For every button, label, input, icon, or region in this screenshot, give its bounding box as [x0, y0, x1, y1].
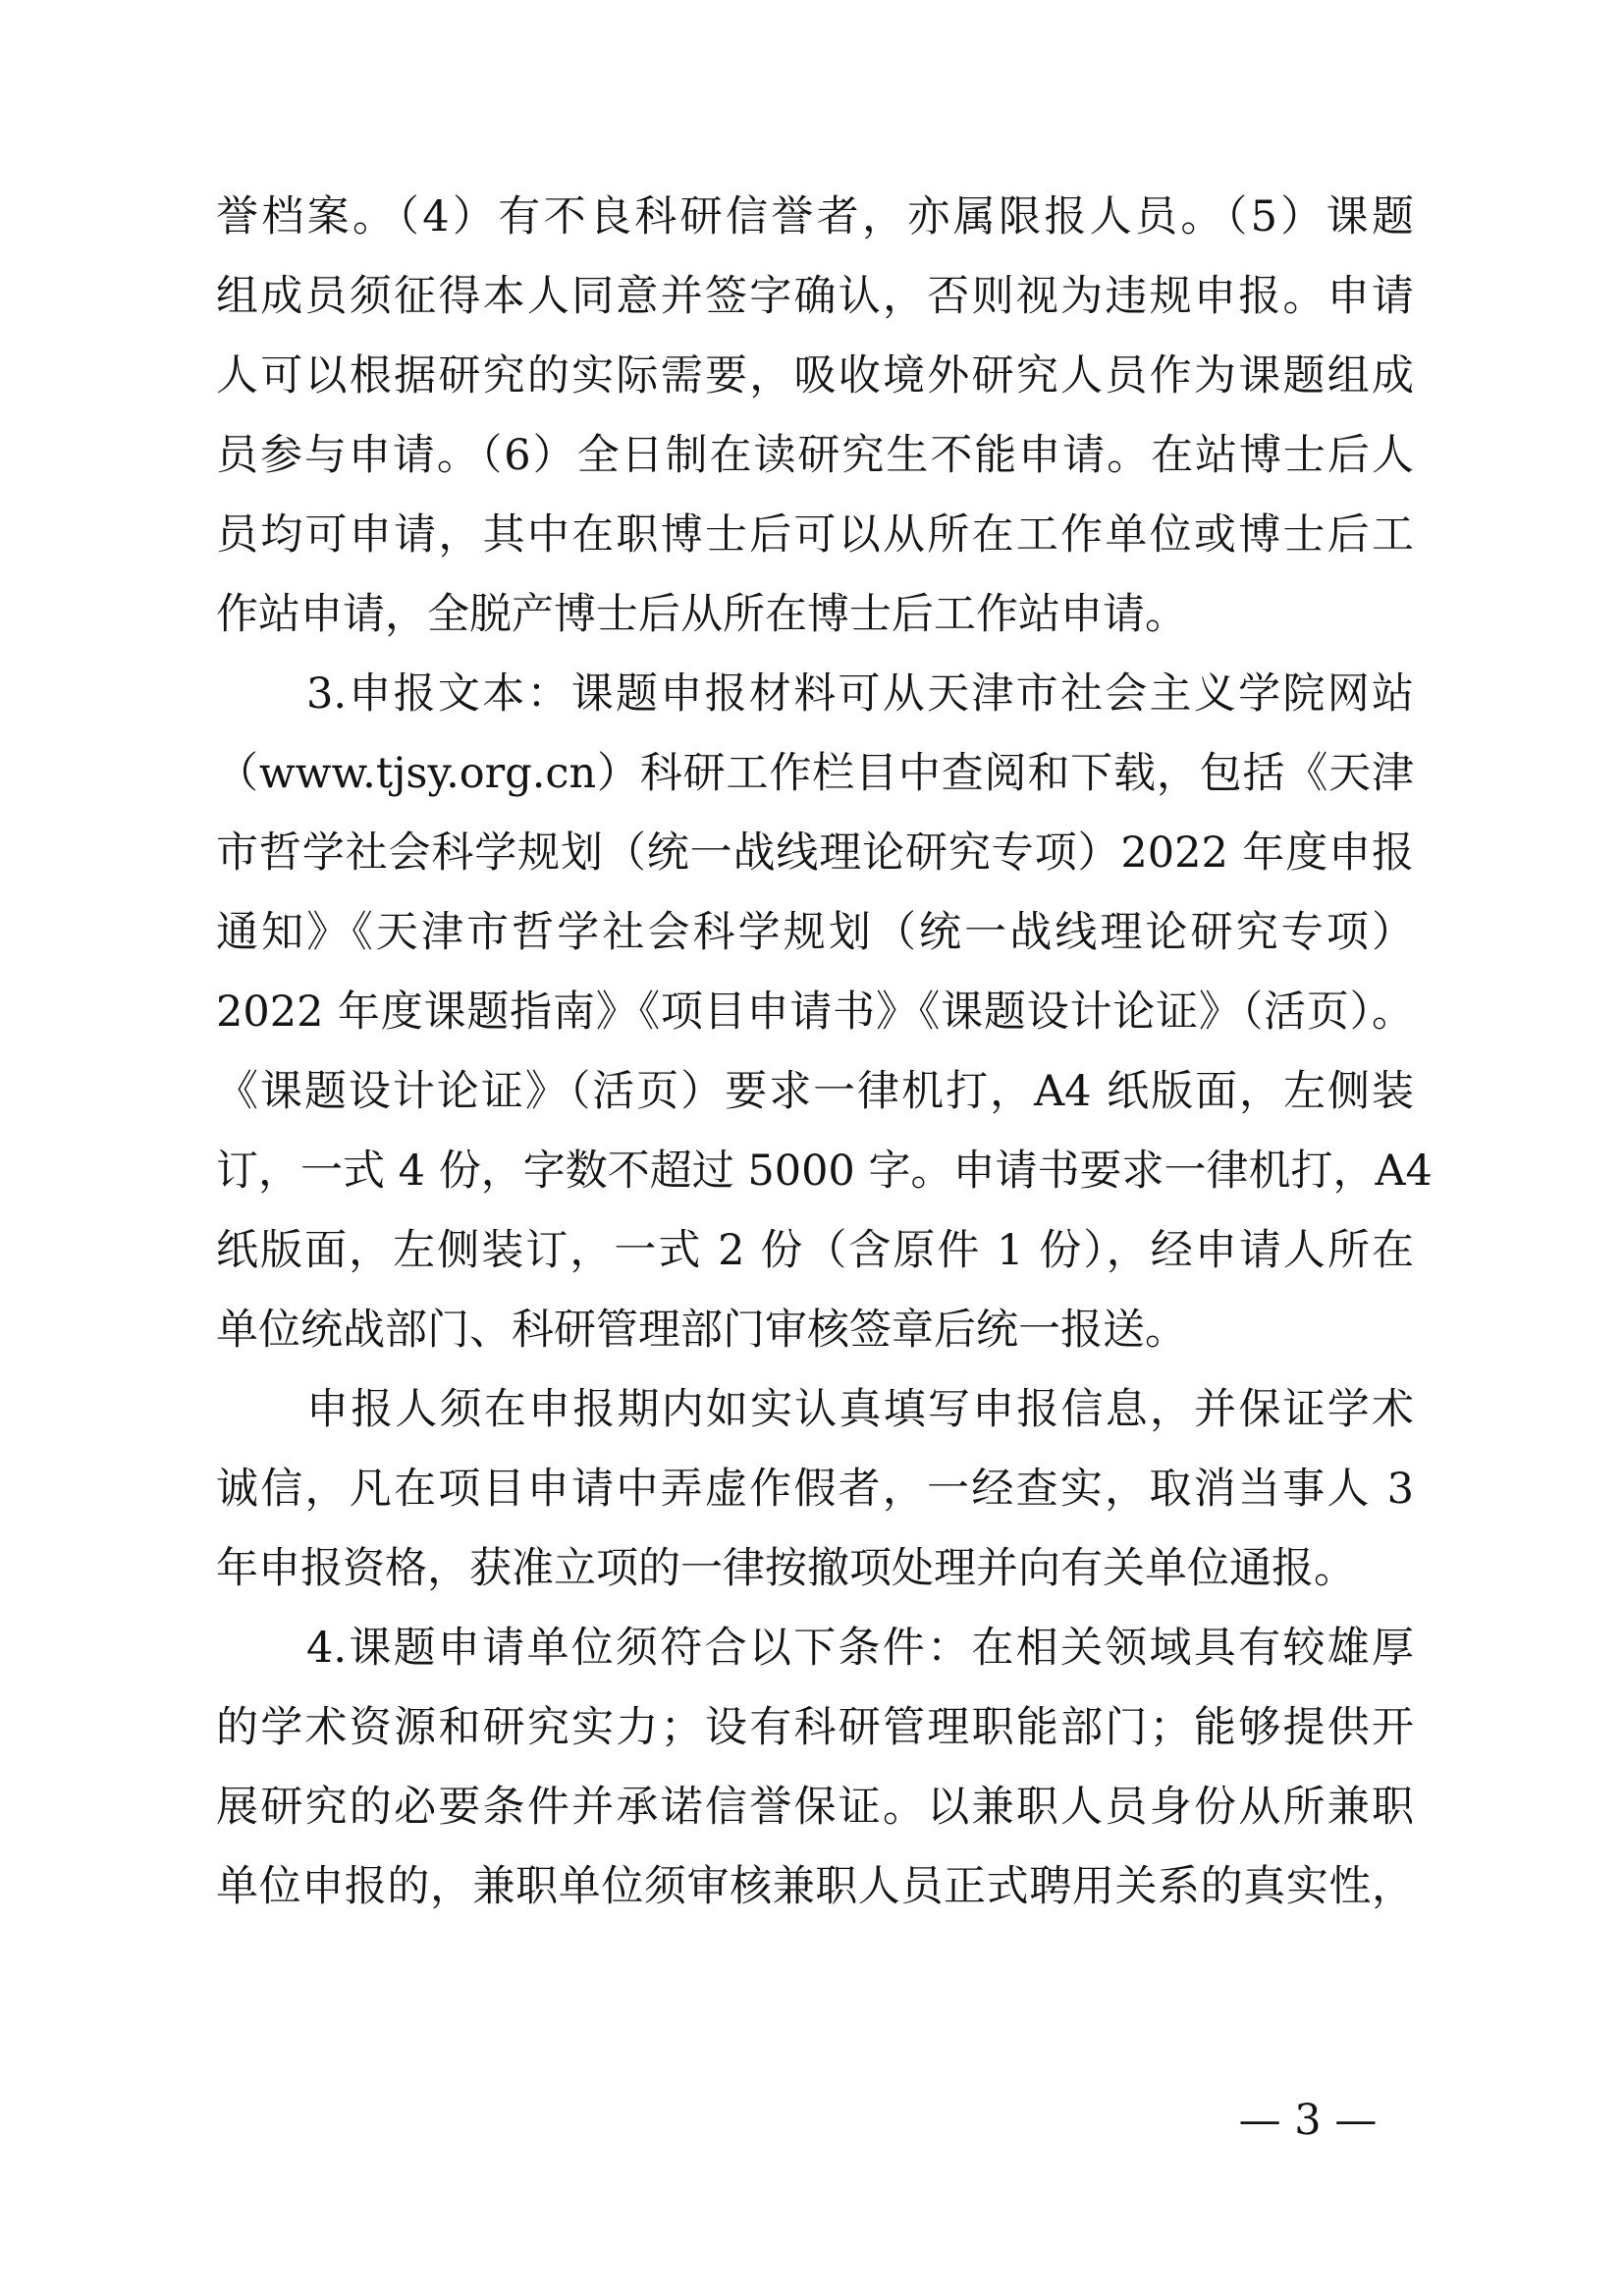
text-line: 3.申报文本：课题申报材料可从天津市社会主义学院网站	[306, 669, 1414, 719]
text-line: 誉档案。（4）有不良科研信誉者，亦属限报人员。（5）课题	[216, 192, 1414, 241]
text-line: 作站申请，全脱产博士后从所在博士后工作站申请。	[216, 590, 1187, 639]
text-line: 2022 年度课题指南》《项目申请书》《课题设计论证》（活页）。	[216, 988, 1414, 1037]
text-line: 人可以根据研究的实际需要，吸收境外研究人员作为课题组成	[216, 351, 1414, 400]
text-line: 年申报资格，获准立项的一律按撤项处理并向有关单位通报。	[216, 1544, 1356, 1593]
text-line: 申报人须在申报期内如实认真填写申报信息，并保证学术	[306, 1385, 1414, 1434]
text-line: 市哲学社会科学规划（统一战线理论研究专项）2022 年度申报	[216, 828, 1414, 878]
text-line: （www.tjsy.org.cn）科研工作栏目中查阅和下载，包括《天津	[216, 749, 1414, 798]
text-line: 通知》《天津市哲学社会科学规划（统一战线理论研究专项）	[216, 908, 1414, 957]
text-line: 4.课题申请单位须符合以下条件：在相关领域具有较雄厚	[306, 1624, 1414, 1673]
text-line: 诚信，凡在项目申请中弄虚作假者，一经查实，取消当事人 3	[216, 1465, 1414, 1514]
text-line: 单位统战部门、科研管理部门审核签章后统一报送。	[216, 1306, 1187, 1355]
text-line: 展研究的必要条件并承诺信誉保证。以兼职人员身份从所兼职	[216, 1783, 1414, 1832]
text-line: 纸版面，左侧装订，一式 2 份（含原件 1 份），经申请人所在	[216, 1226, 1414, 1275]
text-line: 员均可申请，其中在职博士后可以从所在工作单位或博士后工	[216, 510, 1414, 560]
text-line: 《课题设计论证》（活页）要求一律机打，A4 纸版面，左侧装	[216, 1067, 1414, 1116]
text-line: 单位申报的，兼职单位须审核兼职人员正式聘用关系的真实性，	[216, 1862, 1414, 1911]
text-line: 订，一式 4 份，字数不超过 5000 字。申请书要求一律机打，A4	[216, 1147, 1433, 1196]
page-number: — 3 —	[1238, 2096, 1378, 2145]
text-line: 的学术资源和研究实力；设有科研管理职能部门；能够提供开	[216, 1703, 1414, 1752]
text-line: 组成员须征得本人同意并签字确认，否则视为违规申报。申请	[216, 272, 1414, 321]
text-line: 员参与申请。（6）全日制在读研究生不能申请。在站博士后人	[216, 431, 1414, 480]
